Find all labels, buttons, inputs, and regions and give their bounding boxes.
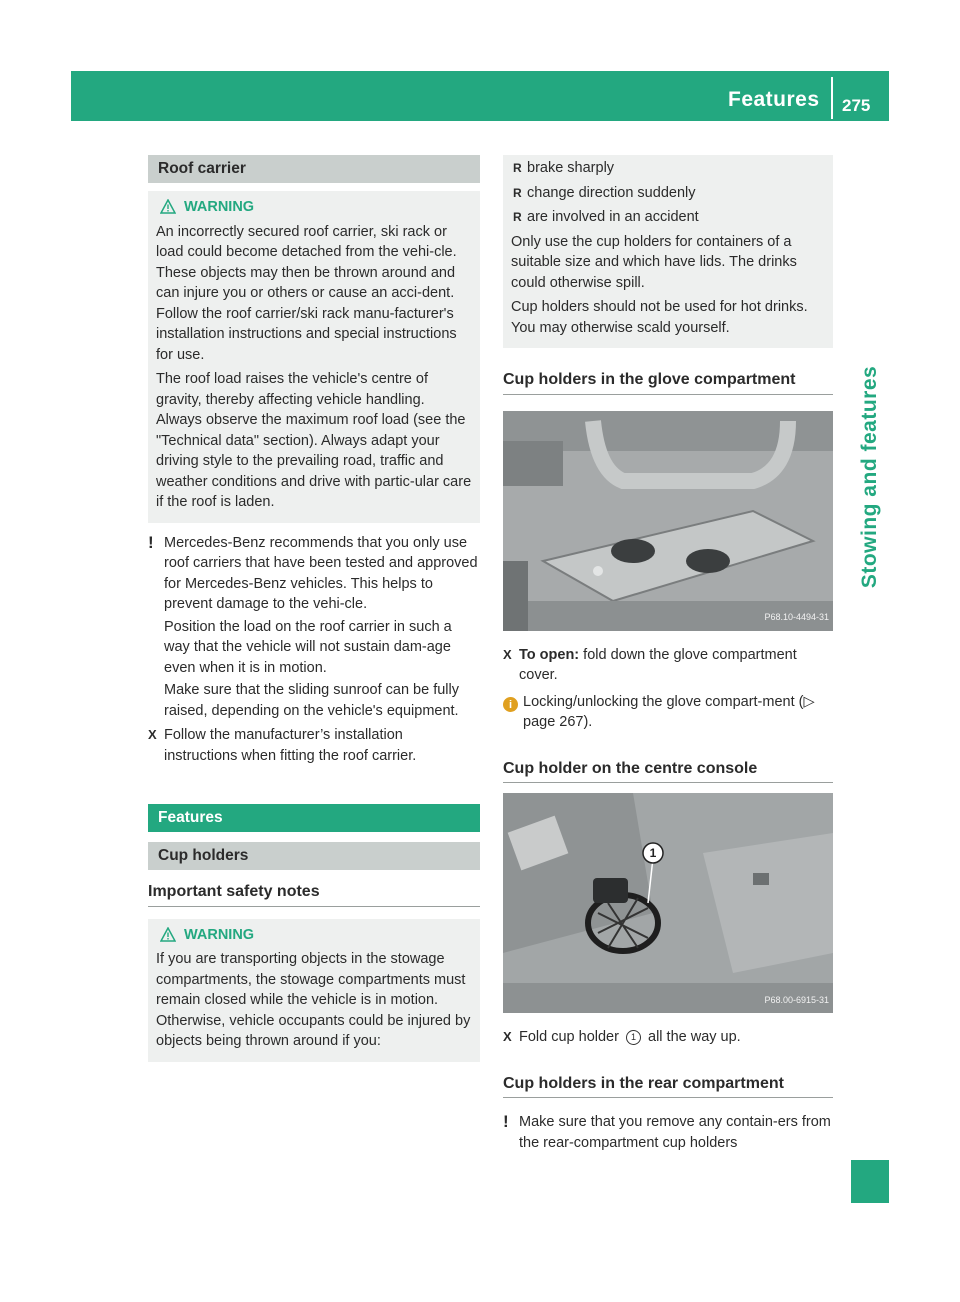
warning-label: WARNING <box>184 199 255 215</box>
warning-text: An incorrectly secured roof carrier, ski rack or load could become detached from the vehi-cle. These objects may then be thrown around and can injure you or others or cause an acci-dent. Follow the roof carrier/ski rack manu-facturer's installation instructions and special instructions for use. <box>156 223 457 363</box>
info-body: Locking/unlocking the glove compart-ment ( <box>523 693 804 710</box>
rear-compartment-heading: Cup holders in the rear compartment <box>503 1074 833 1099</box>
warning-box-stowage <box>148 919 480 1062</box>
note-text: Mercedes-Benz recommends that you only use roof carriers that have been tested and approved for Mercedes-Benz vehicles. This helps to prevent damage to the vehi-cle. <box>164 534 478 612</box>
safety-notes-heading: Important safety notes <box>148 882 480 907</box>
bullet-marker: R <box>513 185 522 200</box>
chapter-tab-label: Stowing and features <box>858 365 881 589</box>
note-text: Position the load on the roof carrier in such a way that the vehicle will not sustain dam-age even when it is in motion. <box>164 618 452 676</box>
note-icon: ! <box>503 1112 509 1131</box>
step-text <box>519 1027 833 1048</box>
bullet-item <box>511 207 825 228</box>
step-body: all the way up. <box>643 1029 741 1045</box>
step-label: To open: <box>519 646 580 663</box>
info-text <box>519 692 833 733</box>
figure-code: P68.10-4494-31 <box>764 612 829 622</box>
glove-compartment-heading: Cup holders in the glove compartment <box>503 370 833 395</box>
warning-label: WARNING <box>184 926 255 943</box>
callout-number: 1 <box>649 846 657 860</box>
page-ref[interactable]: page 267). <box>523 714 593 730</box>
warning-text: The roof load raises the vehicle's centre of gravity, thereby affecting vehicle handling. Always observe the maximum roof load (see the "Technical data" section). Always adapt your driving style to the prevailing road, traffic and weather conditions and drive with partic-ular care if the roof is laden. <box>156 371 472 510</box>
figure-code: P68.00-6915-31 <box>764 994 829 1005</box>
note-text: Make sure that the sliding sunroof can be fully raised, depending on the vehicle's equipment. <box>164 682 459 719</box>
info-note <box>503 692 833 735</box>
warning-triangle-icon <box>160 927 176 943</box>
chapter-tab-marker <box>851 1160 889 1203</box>
centre-console-heading: Cup holder on the centre console <box>503 759 833 784</box>
right-column <box>503 155 833 1155</box>
header-divider <box>831 77 833 119</box>
step-text <box>519 645 833 686</box>
bullet-marker: R <box>513 161 522 175</box>
page-section-title: Features <box>728 88 820 111</box>
note-text: Make sure that you remove any contain-ers from the rear-compartment cup holders <box>519 1114 831 1151</box>
bullet-text: change direction suddenly <box>527 184 696 201</box>
note-icon: ! <box>148 532 154 552</box>
step-body: fold down the glove compartment cover. <box>519 646 797 683</box>
note-damage <box>148 533 480 724</box>
instruction-step <box>503 1027 833 1050</box>
instruction-step <box>503 645 833 688</box>
features-heading: Features <box>148 804 480 832</box>
note-rear <box>503 1112 833 1155</box>
bullet-item <box>511 183 825 204</box>
step-text: Follow the manufacturer’s installation instructions when fitting the roof carrier. <box>164 727 417 764</box>
step-marker: X <box>503 1029 512 1044</box>
warning-title <box>156 197 472 218</box>
page-number: 275 <box>842 96 871 115</box>
bullet-text: are involved in an accident <box>527 209 699 225</box>
step-body: Fold cup holder <box>519 1029 623 1045</box>
warning-box-roof <box>148 191 480 523</box>
warning-text: If you are transporting objects in the stowage compartments, the stowage compartments must remain closed while the vehicle is in motion. Otherwise, vehicle occupants could be injured by objects being thrown around if you: <box>156 951 471 1049</box>
warning-title <box>156 925 472 946</box>
step-marker: X <box>148 727 157 742</box>
warning-triangle-icon <box>160 199 176 215</box>
callout-marker: 1 <box>626 1030 641 1045</box>
page-ref-arrow-icon: ▷ <box>803 693 815 710</box>
warning-text: Only use the cup holders for containers of a suitable size and which have lids. The drinks could otherwise spill. <box>511 233 797 291</box>
centre-console-photo <box>503 793 833 1013</box>
glove-compartment-photo <box>503 411 833 631</box>
left-column <box>148 155 480 1062</box>
cup-holders-heading: Cup holders <box>148 842 480 870</box>
bullet-item <box>511 158 825 179</box>
bullet-marker: R <box>513 210 522 224</box>
warning-text: Cup holders should not be used for hot drinks. You may otherwise scald yourself. <box>511 299 808 336</box>
warning-box-continued <box>503 155 833 348</box>
bullet-text: brake sharply <box>527 160 615 176</box>
roof-carrier-heading: Roof carrier <box>148 155 480 183</box>
glove-compartment-illustration <box>503 411 833 631</box>
info-icon: i <box>503 697 518 712</box>
step-marker: X <box>503 646 512 662</box>
instruction-step <box>148 725 480 768</box>
centre-console-illustration <box>503 793 833 1013</box>
